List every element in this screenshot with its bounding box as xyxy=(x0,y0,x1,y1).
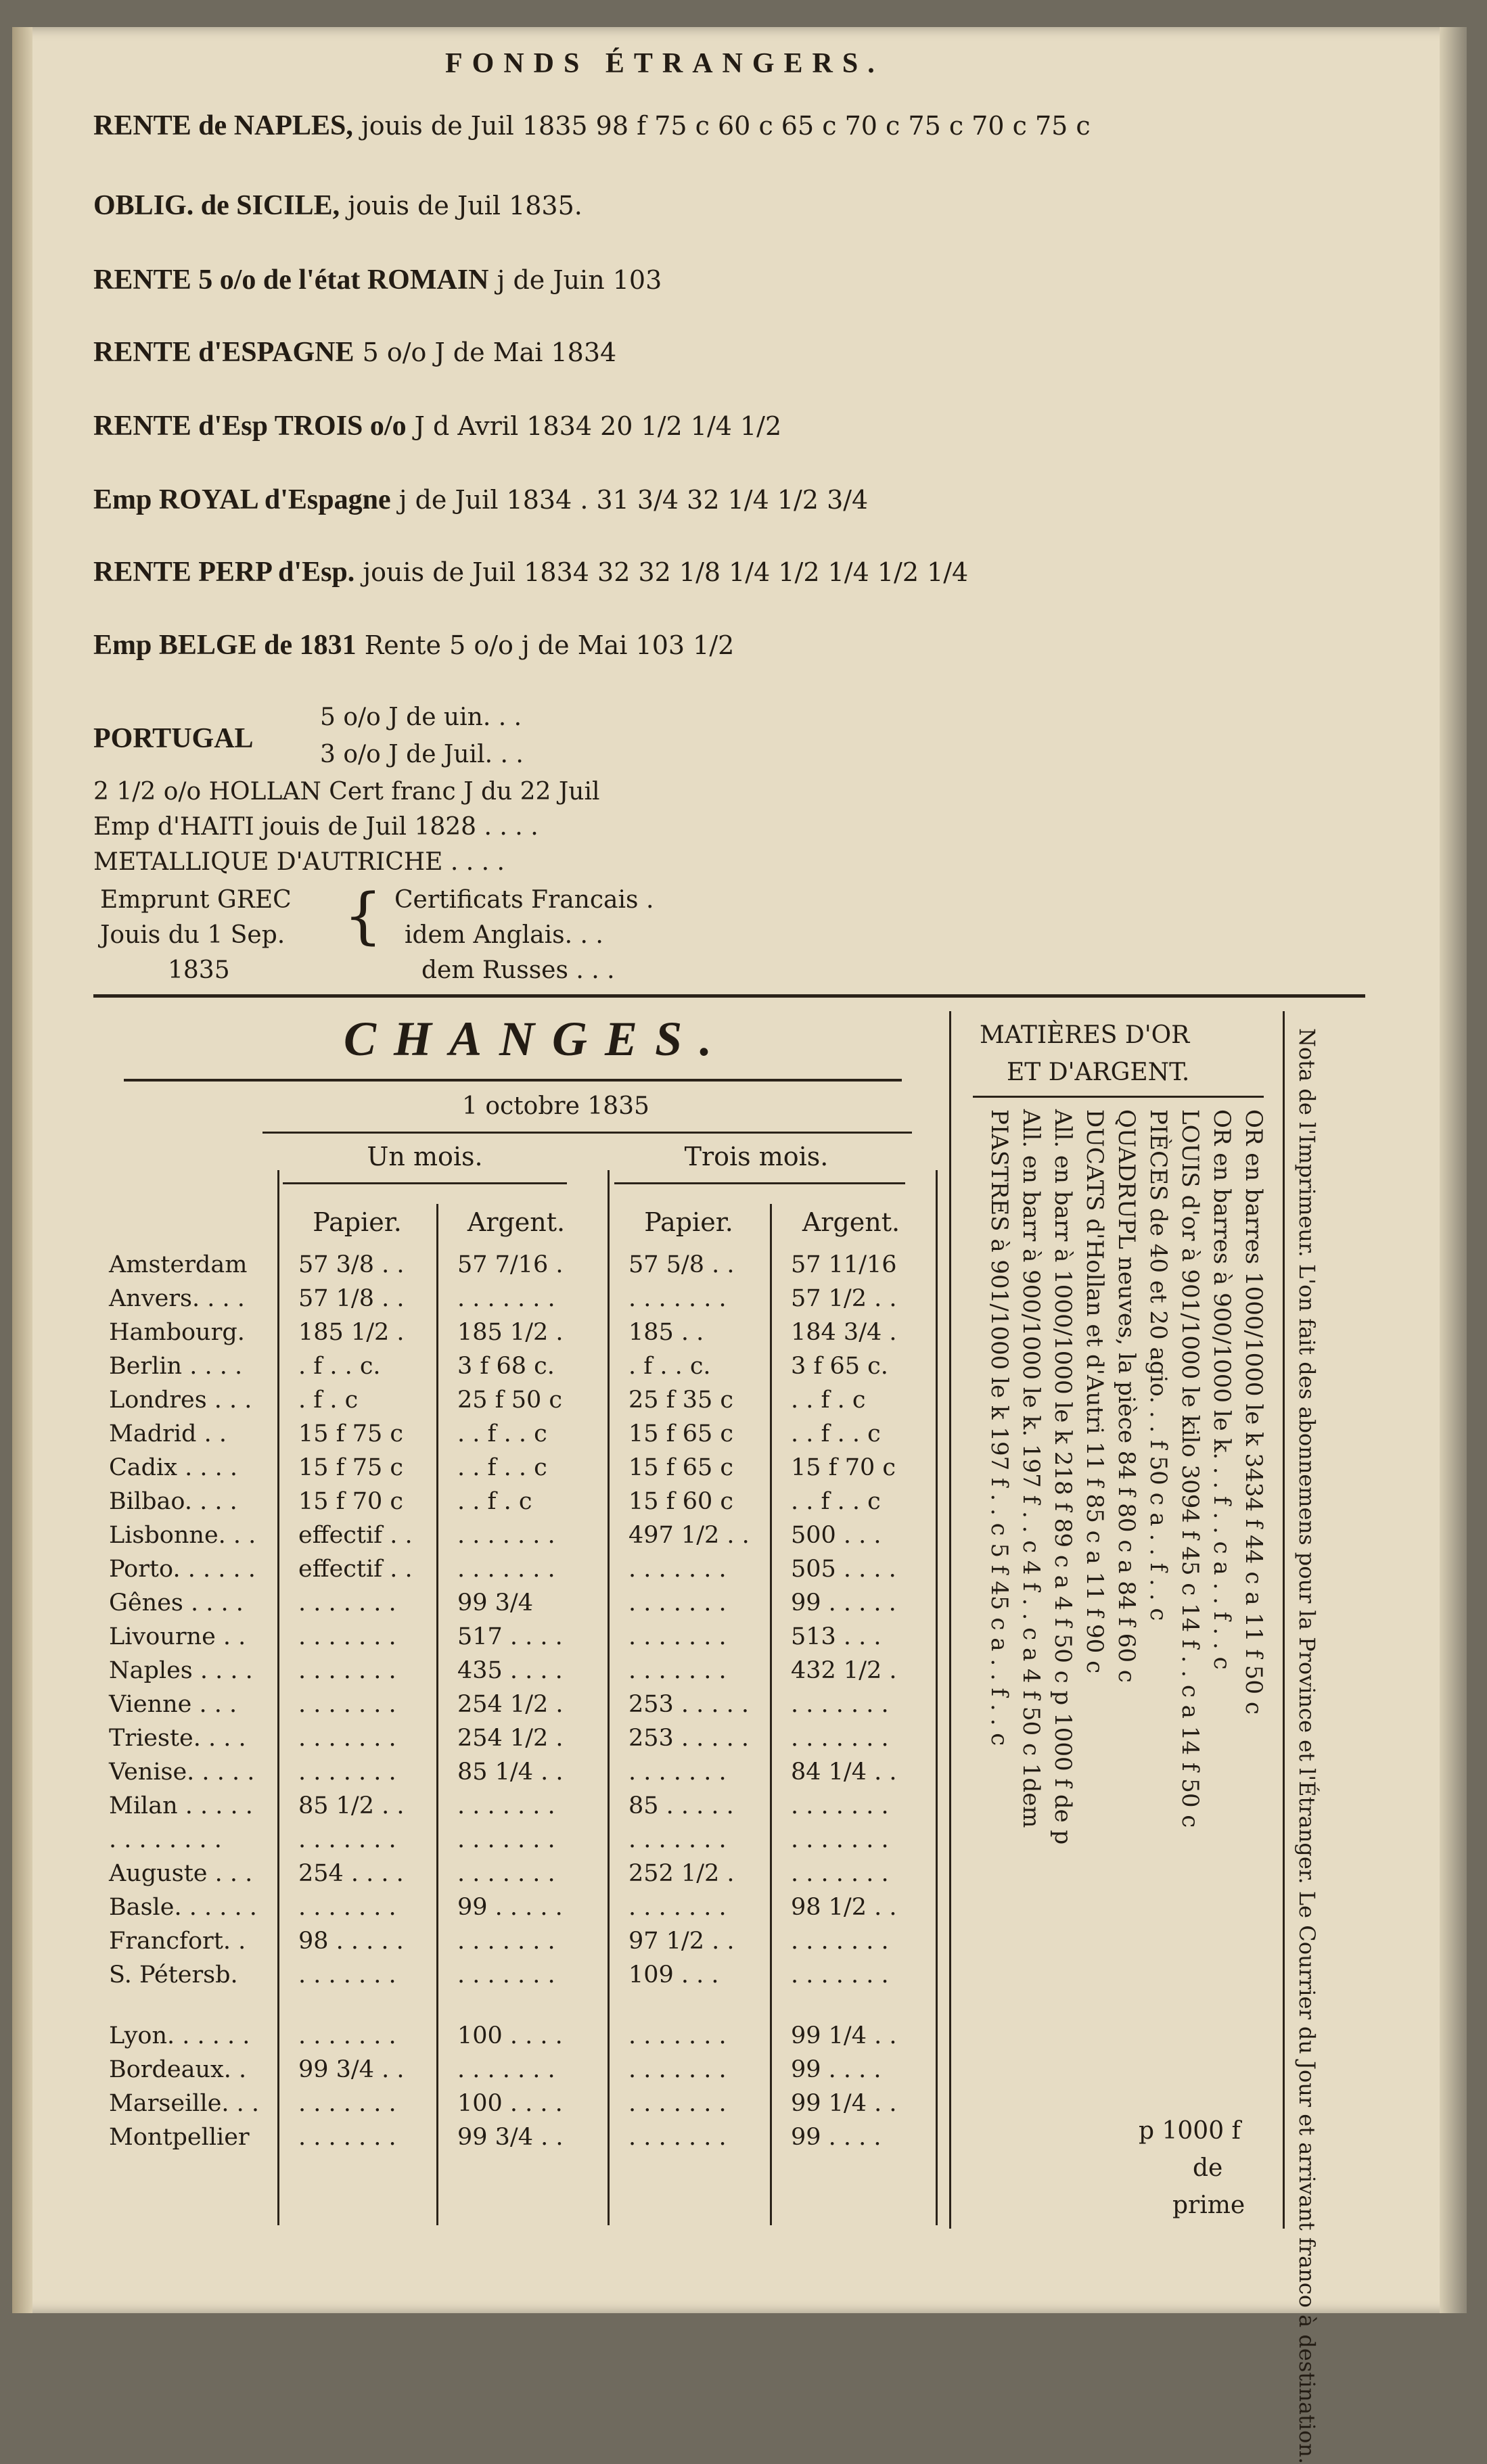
grec-left-3: 1835 xyxy=(168,956,230,984)
row-city: S. Pétersb. xyxy=(109,1961,238,1989)
matieres-col: All. en barr à 900/1000 le k. 197 f . . c 4 f . . c a 4 f 50 c 1dem xyxy=(1017,1109,1045,1828)
row-city: Venise. . . . . xyxy=(109,1759,255,1786)
row-value-c4: 98 1/2 . . xyxy=(791,1894,897,1921)
row-city: Francfort. . xyxy=(109,1928,246,1955)
prime-line-2: de xyxy=(1193,2154,1223,2182)
row-value-c1: effectif . . xyxy=(298,1556,413,1583)
row-city: Anvers. . . . xyxy=(109,1285,245,1312)
row-value-c3: . . . . . . . xyxy=(628,1589,727,1617)
row-value-c2: 517 . . . . xyxy=(457,1623,563,1650)
row-value-c2: . . . . . . . xyxy=(457,1285,555,1312)
row-value-c3: . . . . . . . xyxy=(628,1285,727,1312)
row-value-c3: 15 f 65 c xyxy=(628,1454,734,1481)
row-value-c4: . . f . . c xyxy=(791,1488,881,1515)
grec-bracket: { xyxy=(344,881,383,952)
header-trois-mois: Trois mois. xyxy=(684,1142,829,1171)
row-value-c4: . . f . c xyxy=(791,1387,866,1414)
row-value-c1: 15 f 75 c xyxy=(298,1420,404,1447)
grec-left-2: Jouis du 1 Sep. xyxy=(100,921,285,949)
row-value-c3: 25 f 35 c xyxy=(628,1387,734,1414)
row-value-c1: . . . . . . . xyxy=(298,1759,396,1786)
row-value-c3: 97 1/2 . . xyxy=(628,1928,735,1955)
row-city: Montpellier xyxy=(109,2124,250,2151)
header-papier-1: Papier. xyxy=(313,1207,402,1237)
grec-right-3: dem Russes . . . xyxy=(421,956,615,984)
row-value-c3: . . . . . . . xyxy=(628,2022,727,2049)
row-city: Marseille. . . xyxy=(109,2090,260,2117)
trois-mois-rule xyxy=(614,1182,905,1184)
page-spine xyxy=(12,27,32,2313)
row-value-c1: 98 . . . . . xyxy=(298,1928,404,1955)
row-value-c4: . . . . . . . xyxy=(791,1961,889,1989)
matieres-col: OR en barres à 900/1000 le k. . . f . . c a . . f . . c xyxy=(1208,1109,1235,1670)
row-value-c1: effectif . . xyxy=(298,1522,413,1549)
col-rule-4 xyxy=(770,1204,772,2225)
row-value-c3: 15 f 65 c xyxy=(628,1420,734,1447)
row-city: Berlin . . . . xyxy=(109,1353,243,1380)
matieres-col: All. en barr à 1000/1000 le k 218 f 89 c a 4 f 50 c p 1000 f de p xyxy=(1049,1109,1076,1845)
side-note: Nota de l'Imprimeur. L'on fait des abonnemens pour la Province et l'Étranger. Le Courrier du Jour et arrivant franco à destination. xyxy=(1294,1028,1320,2464)
row-value-c2: . . . . . . . xyxy=(457,1792,555,1819)
grec-right-2: idem Anglais. . . xyxy=(405,921,603,949)
row-value-c4: 505 . . . . xyxy=(791,1556,896,1583)
row-value-c3: 57 5/8 . . xyxy=(628,1251,735,1278)
row-value-c1: . . . . . . . xyxy=(298,1961,396,1989)
row-value-c2: . . . . . . . xyxy=(457,1522,555,1549)
row-city: Londres . . . xyxy=(109,1387,252,1414)
row-value-c2: . . . . . . . xyxy=(457,2056,555,2083)
row-value-c4: 99 1/4 . . xyxy=(791,2022,897,2049)
fonds-line-romain: RENTE 5 o/o de l'état ROMAIN j de Juin 103 xyxy=(93,264,662,296)
row-value-c3: . . . . . . . xyxy=(628,1657,727,1684)
page-binding xyxy=(1440,27,1467,2313)
fonds-line-naples: RENTE de NAPLES, jouis de Juil 1835 98 f 75 c 60 c 65 c 70 c 75 c 70 c 75 c xyxy=(93,110,1091,141)
matieres-title-2: ET D'ARGENT. xyxy=(1007,1059,1190,1086)
row-city: Bordeaux. . xyxy=(109,2056,247,2083)
row-value-c3: . . . . . . . xyxy=(628,2056,727,2083)
un-mois-rule xyxy=(283,1182,567,1184)
row-value-c2: . . . . . . . xyxy=(457,1860,555,1887)
matieres-right-rule xyxy=(1283,1011,1285,2229)
row-value-c2: . . . . . . . xyxy=(457,1961,555,1989)
fonds-line-esp-trois: RENTE d'Esp TROIS o/o J d Avril 1834 20 1/2 1/4 1/2 xyxy=(93,411,782,442)
row-city: Cadix . . . . xyxy=(109,1454,237,1481)
col-rule-5 xyxy=(936,1170,938,2225)
row-value-c3: 253 . . . . . xyxy=(628,1725,750,1752)
row-city: Vienne . . . xyxy=(109,1691,237,1718)
col-rule-1 xyxy=(277,1170,279,2225)
row-value-c2: 254 1/2 . xyxy=(457,1725,564,1752)
row-value-c2: . . f . . c xyxy=(457,1454,547,1481)
row-value-c2: 3 f 68 c. xyxy=(457,1353,555,1380)
changes-title-rule xyxy=(124,1079,902,1082)
haiti-line: Emp d'HAITI jouis de Juil 1828 . . . . xyxy=(93,813,539,841)
portugal-line-1: 5 o/o J de uin. . . xyxy=(320,703,522,731)
row-value-c4: . . f . . c xyxy=(791,1420,881,1447)
row-value-c2: 185 1/2 . xyxy=(457,1319,564,1346)
row-value-c2: 435 . . . . xyxy=(457,1657,563,1684)
row-value-c1: . f . c xyxy=(298,1387,359,1414)
row-value-c1: 85 1/2 . . xyxy=(298,1792,405,1819)
col-rule-3 xyxy=(608,1170,610,2225)
row-value-c2: 99 3/4 . . xyxy=(457,2124,564,2151)
row-value-c1: 185 1/2 . xyxy=(298,1319,405,1346)
fonds-line-belge: Emp BELGE de 1831 Rente 5 o/o j de Mai 103 1/2 xyxy=(93,630,735,661)
row-value-c2: . . . . . . . xyxy=(457,1556,555,1583)
row-city: Naples . . . . xyxy=(109,1657,253,1684)
grec-left-1: Emprunt GREC xyxy=(100,886,292,914)
row-value-c2: . . . . . . . xyxy=(457,1928,555,1955)
changes-title: CHANGES. xyxy=(344,1012,730,1066)
row-value-c4: 57 1/2 . . xyxy=(791,1285,897,1312)
row-value-c1: . f . . c. xyxy=(298,1353,381,1380)
row-value-c1: . . . . . . . xyxy=(298,2022,396,2049)
matieres-title-rule xyxy=(973,1096,1264,1098)
row-value-c4: 3 f 65 c. xyxy=(791,1353,888,1380)
row-value-c1: . . . . . . . xyxy=(298,1894,396,1921)
row-value-c1: . . . . . . . xyxy=(298,2090,396,2117)
fonds-line-royal: Emp ROYAL d'Espagne j de Juil 1834 . 31 3/4 32 1/4 1/2 3/4 xyxy=(93,484,869,515)
row-value-c4: 500 . . . xyxy=(791,1522,882,1549)
row-value-c2: 100 . . . . xyxy=(457,2090,563,2117)
grec-right-1: Certificats Francais . xyxy=(394,886,654,914)
matieres-title-1: MATIÈRES D'OR xyxy=(980,1021,1190,1049)
row-value-c3: . . . . . . . xyxy=(628,1826,727,1853)
row-value-c2: . . f . . c xyxy=(457,1420,547,1447)
row-value-c4: 15 f 70 c xyxy=(791,1454,896,1481)
row-value-c3: 15 f 60 c xyxy=(628,1488,734,1515)
row-value-c3: . f . . c. xyxy=(628,1353,711,1380)
row-value-c3: . . . . . . . xyxy=(628,1894,727,1921)
row-value-c3: . . . . . . . xyxy=(628,2124,727,2151)
row-value-c1: . . . . . . . xyxy=(298,1691,396,1718)
row-value-c3: . . . . . . . xyxy=(628,2090,727,2117)
header-un-mois: Un mois. xyxy=(367,1142,483,1171)
row-value-c1: . . . . . . . xyxy=(298,1589,396,1617)
row-value-c1: 57 1/8 . . xyxy=(298,1285,405,1312)
autriche-line: METALLIQUE D'AUTRICHE . . . . xyxy=(93,848,505,876)
row-value-c1: 15 f 70 c xyxy=(298,1488,404,1515)
changes-date-rule xyxy=(262,1132,912,1134)
section-divider xyxy=(93,994,1365,998)
prime-line-3: prime xyxy=(1172,2191,1245,2219)
matieres-col: DUCATS d'Hollan et d'Autri 11 f 85 c a 11 f 90 c xyxy=(1081,1109,1108,1674)
matieres-col: LOUIS d'or à 901/1000 le kilo 3094 f 45 c 14 f . . c a 14 f 50 c xyxy=(1176,1109,1204,1828)
row-value-c3: 252 1/2 . xyxy=(628,1860,735,1887)
changes-date: 1 octobre 1835 xyxy=(462,1092,649,1120)
row-value-c2: 99 3/4 xyxy=(457,1589,533,1617)
row-city: Lyon. . . . . . xyxy=(109,2022,250,2049)
row-value-c4: 513 . . . xyxy=(791,1623,882,1650)
row-city: Livourne . . xyxy=(109,1623,246,1650)
row-city: Basle. . . . . . xyxy=(109,1894,257,1921)
row-value-c1: . . . . . . . xyxy=(298,1725,396,1752)
row-city: Hambourg. xyxy=(109,1319,245,1346)
row-value-c1: 15 f 75 c xyxy=(298,1454,404,1481)
row-value-c4: 99 . . . . . xyxy=(791,1589,896,1617)
fonds-line-perp: RENTE PERP d'Esp. jouis de Juil 1834 32 32 1/8 1/4 1/2 1/4 1/2 1/4 xyxy=(93,557,969,588)
matieres-col: OR en barres 1000/1000 le k 3434 f 44 c a 11 f 50 c xyxy=(1240,1109,1267,1715)
row-value-c2: 99 . . . . . xyxy=(457,1894,563,1921)
row-value-c1: . . . . . . . xyxy=(298,2124,396,2151)
row-city: Milan . . . . . xyxy=(109,1792,253,1819)
row-city: Porto. . . . . . xyxy=(109,1556,256,1583)
row-value-c3: 85 . . . . . xyxy=(628,1792,734,1819)
row-value-c4: 99 1/4 . . xyxy=(791,2090,897,2117)
portugal-line-2: 3 o/o J de Juil. . . xyxy=(320,741,524,768)
header-papier-2: Papier. xyxy=(644,1207,733,1237)
row-value-c2: 25 f 50 c xyxy=(457,1387,563,1414)
row-value-c1: . . . . . . . xyxy=(298,1657,396,1684)
row-city: Madrid . . xyxy=(109,1420,227,1447)
row-value-c4: . . . . . . . xyxy=(791,1826,889,1853)
row-value-c1: . . . . . . . xyxy=(298,1826,396,1853)
row-value-c3: 253 . . . . . xyxy=(628,1691,750,1718)
row-value-c4: 99 . . . . xyxy=(791,2056,882,2083)
row-value-c3: 497 1/2 . . xyxy=(628,1522,750,1549)
row-value-c4: . . . . . . . xyxy=(791,1928,889,1955)
row-city: Lisbonne. . . xyxy=(109,1522,256,1549)
row-value-c3: 109 . . . xyxy=(628,1961,719,1989)
fonds-line-espagne: RENTE d'ESPAGNE 5 o/o J de Mai 1834 xyxy=(93,337,617,368)
row-value-c2: 57 7/16 . xyxy=(457,1251,564,1278)
hollan-line: 2 1/2 o/o HOLLAN Cert franc J du 22 Juil xyxy=(93,778,600,806)
header-argent-1: Argent. xyxy=(467,1207,566,1237)
row-value-c1: 57 3/8 . . xyxy=(298,1251,405,1278)
matieres-col: QUADRUPL neuves, la pièce 84 f 80 c a 84 f 60 c xyxy=(1113,1109,1140,1683)
row-city: Amsterdam xyxy=(109,1251,248,1278)
row-value-c4: 184 3/4 . xyxy=(791,1319,897,1346)
row-value-c3: . . . . . . . xyxy=(628,1623,727,1650)
row-value-c3: . . . . . . . xyxy=(628,1556,727,1583)
row-value-c3: . . . . . . . xyxy=(628,1759,727,1786)
fonds-title: FONDS ÉTRANGERS. xyxy=(445,48,884,79)
page xyxy=(12,27,1467,2464)
row-value-c2: . . f . c xyxy=(457,1488,532,1515)
row-value-c2: 100 . . . . xyxy=(457,2022,563,2049)
matieres-col: PIÈCES de 40 et 20 agio. . . f 50 c a . . f . . c xyxy=(1145,1109,1172,1621)
fonds-line-sicile: OBLIG. de SICILE, jouis de Juil 1835. xyxy=(93,190,582,221)
header-argent-2: Argent. xyxy=(802,1207,900,1237)
prime-line-1: p 1000 f xyxy=(1139,2117,1241,2145)
portugal-label: PORTUGAL xyxy=(93,723,254,754)
row-city: Gênes . . . . xyxy=(109,1589,244,1617)
row-value-c1: 254 . . . . xyxy=(298,1860,404,1887)
row-city: Bilbao. . . . xyxy=(109,1488,237,1515)
row-value-c4: . . . . . . . xyxy=(791,1725,889,1752)
col-rule-2 xyxy=(436,1204,438,2225)
row-value-c4: 57 11/16 xyxy=(791,1251,897,1278)
row-value-c1: . . . . . . . xyxy=(298,1623,396,1650)
row-value-c4: 99 . . . . xyxy=(791,2124,882,2151)
row-value-c4: . . . . . . . xyxy=(791,1792,889,1819)
row-value-c2: . . . . . . . xyxy=(457,1826,555,1853)
row-value-c4: . . . . . . . xyxy=(791,1691,889,1718)
matieres-left-rule xyxy=(949,1011,951,2229)
row-city: . . . . . . . . xyxy=(109,1826,222,1853)
row-value-c4: 84 1/4 . . xyxy=(791,1759,897,1786)
row-city: Auguste . . . xyxy=(109,1860,253,1887)
row-value-c3: 185 . . xyxy=(628,1319,704,1346)
row-value-c4: 432 1/2 . xyxy=(791,1657,897,1684)
row-value-c2: 254 1/2 . xyxy=(457,1691,564,1718)
row-value-c1: 99 3/4 . . xyxy=(298,2056,405,2083)
matieres-col: PIASTRES à 901/1000 le k 197 f . . c 5 f 45 c a . . f . . c xyxy=(986,1109,1013,1746)
row-city: Trieste. . . . xyxy=(109,1725,246,1752)
row-value-c4: . . . . . . . xyxy=(791,1860,889,1887)
row-value-c2: 85 1/4 . . xyxy=(457,1759,564,1786)
